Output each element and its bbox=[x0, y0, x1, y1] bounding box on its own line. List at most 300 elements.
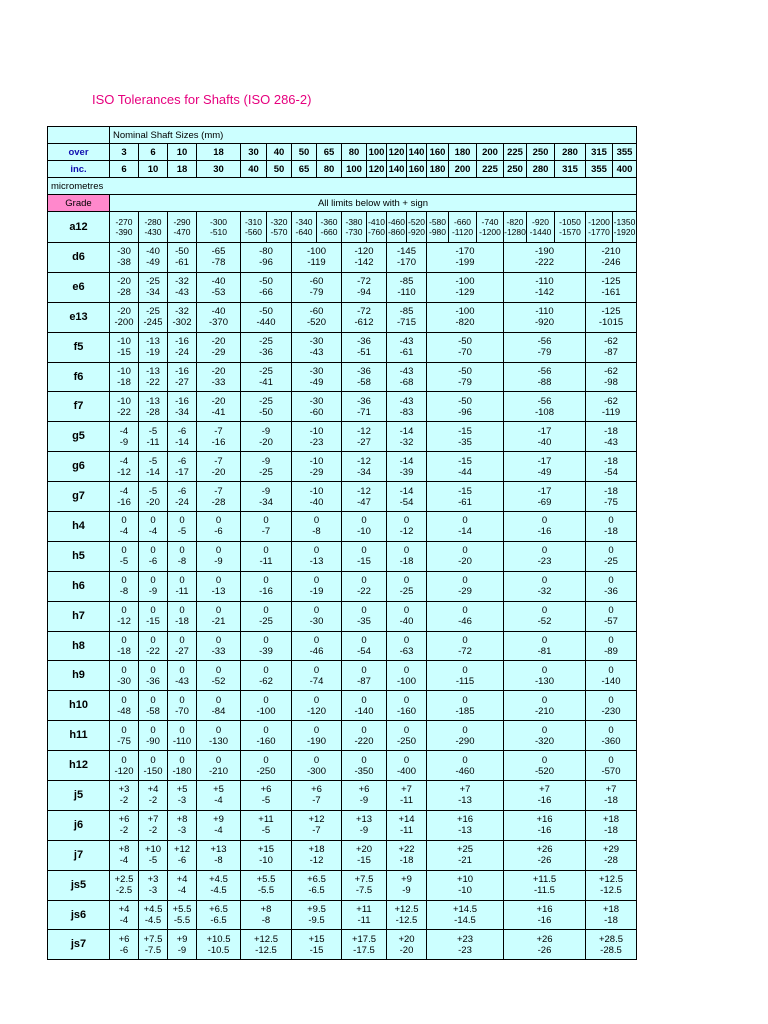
upper-limit: -6 bbox=[177, 455, 187, 467]
upper-limit: 0 bbox=[150, 545, 156, 557]
upper-limit: -100 bbox=[455, 306, 475, 318]
upper-limit: -410 bbox=[367, 217, 385, 227]
upper-limit: 0 bbox=[150, 515, 156, 527]
tolerance-cell bbox=[197, 362, 241, 392]
tolerance-cell bbox=[427, 840, 504, 870]
upper-limit: -13 bbox=[146, 395, 160, 407]
upper-limit: +7 bbox=[147, 814, 159, 826]
lower-limit: -5 bbox=[119, 556, 129, 568]
lower-limit: -320 bbox=[534, 735, 554, 747]
table-row bbox=[48, 900, 637, 930]
tolerance-cell bbox=[504, 721, 586, 751]
lower-limit: -49 bbox=[537, 466, 552, 478]
tolerance-cell bbox=[241, 422, 292, 452]
upper-limit: -17 bbox=[537, 455, 552, 467]
upper-limit: +8 bbox=[176, 814, 188, 826]
tolerance-cell bbox=[197, 571, 241, 601]
tolerance-cell bbox=[613, 212, 637, 243]
tolerance-cell bbox=[504, 870, 586, 900]
upper-limit: 0 bbox=[215, 515, 222, 527]
tolerance-cell bbox=[342, 571, 387, 601]
lower-limit: -190 bbox=[306, 735, 326, 747]
upper-limit: +7 bbox=[605, 784, 617, 796]
upper-limit: 0 bbox=[150, 694, 156, 706]
lower-limit: -19 bbox=[309, 586, 324, 598]
upper-limit: -100 bbox=[306, 246, 326, 258]
upper-limit: +16 bbox=[536, 904, 553, 916]
lower-limit: -290 bbox=[455, 735, 475, 747]
upper-limit: -4 bbox=[119, 455, 129, 467]
upper-limit: +8 bbox=[118, 844, 130, 856]
upper-limit: 0 bbox=[541, 664, 548, 676]
upper-limit: -340 bbox=[295, 217, 313, 227]
lower-limit: -11 bbox=[146, 436, 160, 448]
upper-limit: 0 bbox=[361, 664, 367, 676]
upper-limit: -56 bbox=[537, 395, 552, 407]
tolerance-cell bbox=[387, 601, 427, 631]
lower-limit: -57 bbox=[604, 616, 618, 628]
upper-limit: 0 bbox=[541, 635, 548, 647]
lower-limit: -35 bbox=[458, 436, 472, 448]
table-row bbox=[48, 840, 637, 870]
lower-limit: -570 bbox=[601, 765, 621, 777]
inc-size: 355 bbox=[586, 161, 613, 178]
upper-limit: +5 bbox=[213, 784, 224, 796]
lower-limit: -5 bbox=[177, 526, 187, 538]
tolerance-cell bbox=[342, 781, 387, 811]
upper-limit: -15 bbox=[458, 425, 472, 437]
lower-limit: -7 bbox=[312, 795, 321, 807]
upper-limit: -520 bbox=[407, 217, 425, 227]
tolerance-cell bbox=[586, 422, 637, 452]
tolerance-cell bbox=[342, 243, 387, 273]
lower-limit: -4.5 bbox=[144, 915, 162, 927]
lower-limit: -41 bbox=[259, 377, 273, 388]
lower-limit: -20 bbox=[458, 556, 472, 568]
upper-limit: -6 bbox=[177, 425, 187, 437]
lower-limit: -199 bbox=[455, 257, 475, 269]
tolerance-cell bbox=[387, 930, 427, 960]
lower-limit: -7 bbox=[261, 526, 271, 538]
upper-limit: 0 bbox=[462, 635, 468, 647]
upper-limit: 0 bbox=[121, 694, 127, 706]
tolerance-cell bbox=[292, 243, 342, 273]
upper-limit: -30 bbox=[309, 395, 324, 407]
tolerance-cell bbox=[139, 272, 168, 302]
upper-limit: -9 bbox=[261, 485, 271, 497]
lower-limit: -6 bbox=[119, 944, 129, 956]
lower-limit: -1440 bbox=[529, 227, 552, 237]
tolerance-cell bbox=[139, 243, 168, 273]
inc-size: 225 bbox=[477, 161, 504, 178]
upper-limit: -15 bbox=[458, 455, 472, 467]
lower-limit: -29 bbox=[309, 466, 324, 478]
lower-limit: -49 bbox=[309, 377, 324, 388]
lower-limit: -46 bbox=[309, 646, 324, 658]
lower-limit: -40 bbox=[537, 436, 552, 448]
tolerance-cell bbox=[197, 721, 241, 751]
lower-limit: -25 bbox=[604, 556, 618, 568]
upper-limit: +5.5 bbox=[172, 904, 192, 916]
lower-limit: -12.5 bbox=[600, 885, 622, 897]
upper-limit: -32 bbox=[175, 276, 189, 288]
tolerance-cell bbox=[241, 243, 292, 273]
tolerance-cell bbox=[241, 571, 292, 601]
tolerance-cell bbox=[241, 631, 292, 661]
upper-limit: -85 bbox=[399, 276, 414, 288]
tolerance-cell bbox=[387, 452, 427, 482]
tolerance-cell bbox=[586, 631, 637, 661]
upper-limit: 0 bbox=[608, 575, 614, 587]
lower-limit: -41 bbox=[211, 406, 226, 418]
tolerance-cell bbox=[110, 900, 139, 930]
tolerance-cell bbox=[477, 212, 504, 243]
upper-limit: 0 bbox=[608, 664, 614, 676]
lower-limit: -14 bbox=[146, 466, 160, 478]
lower-limit: -161 bbox=[601, 287, 621, 299]
tolerance-cell bbox=[427, 272, 504, 302]
page-title: ISO Tolerances for Shafts (ISO 286-2) bbox=[92, 92, 312, 107]
lower-limit: -470 bbox=[173, 227, 191, 237]
lower-limit: -110 bbox=[172, 735, 192, 747]
lower-limit: -47 bbox=[357, 496, 371, 508]
lower-limit: -15 bbox=[146, 616, 160, 628]
upper-limit: 0 bbox=[541, 545, 548, 557]
lower-limit: -81 bbox=[537, 646, 552, 658]
table-row bbox=[48, 212, 637, 243]
upper-limit: 0 bbox=[462, 515, 468, 527]
lower-limit: -12 bbox=[117, 466, 131, 478]
grade-label: js6 bbox=[48, 900, 110, 930]
tolerance-cell bbox=[168, 840, 197, 870]
upper-limit: -580 bbox=[428, 217, 446, 227]
tolerance-cell bbox=[197, 930, 241, 960]
lower-limit: -29 bbox=[211, 347, 226, 359]
over-size: 10 bbox=[168, 144, 197, 161]
tolerance-cell bbox=[427, 392, 504, 422]
upper-limit: +13 bbox=[210, 844, 227, 856]
upper-limit: 0 bbox=[462, 754, 468, 766]
upper-limit: 0 bbox=[462, 575, 468, 587]
over-size: 280 bbox=[555, 144, 586, 161]
tolerance-cell bbox=[168, 571, 197, 601]
lower-limit: -17.5 bbox=[353, 944, 375, 956]
tolerance-cell bbox=[504, 452, 586, 482]
tolerance-cell bbox=[342, 721, 387, 751]
lower-limit: -4 bbox=[214, 825, 223, 837]
grade-label: e13 bbox=[48, 302, 110, 332]
grade-label: h4 bbox=[48, 512, 110, 542]
lower-limit: -26 bbox=[537, 944, 552, 956]
upper-limit: 0 bbox=[263, 694, 269, 706]
upper-limit: -210 bbox=[601, 246, 621, 258]
lower-limit: -94 bbox=[357, 287, 371, 299]
lower-limit: -16 bbox=[211, 436, 226, 448]
tolerance-cell bbox=[197, 810, 241, 840]
lower-limit: -19 bbox=[146, 347, 160, 359]
upper-limit: -660 bbox=[453, 217, 471, 227]
tolerance-cell bbox=[139, 810, 168, 840]
tolerance-cell bbox=[292, 332, 342, 362]
inc-size: 40 bbox=[241, 161, 267, 178]
lower-limit: -22 bbox=[146, 646, 160, 658]
tolerance-cell bbox=[504, 900, 586, 930]
tolerance-cell bbox=[427, 870, 504, 900]
tolerance-cell bbox=[139, 781, 168, 811]
tolerance-cell bbox=[292, 541, 342, 571]
tolerance-cell bbox=[504, 691, 586, 721]
lower-limit: -58 bbox=[357, 377, 371, 388]
lower-limit: -120 bbox=[114, 765, 134, 777]
tolerance-cell bbox=[387, 721, 427, 751]
tolerance-cell bbox=[586, 571, 637, 601]
lower-limit: -24 bbox=[175, 496, 189, 508]
grade-label: a12 bbox=[48, 212, 110, 243]
tolerance-cell bbox=[267, 212, 292, 243]
upper-limit: +11.5 bbox=[532, 874, 557, 886]
lower-limit: -27 bbox=[357, 436, 371, 448]
tolerance-cell bbox=[168, 482, 197, 512]
inc-size: 140 bbox=[387, 161, 407, 178]
upper-limit: -25 bbox=[259, 366, 273, 377]
tolerance-cell bbox=[241, 272, 292, 302]
inc-size: 65 bbox=[292, 161, 317, 178]
inc-size: 50 bbox=[267, 161, 292, 178]
lower-limit: -8 bbox=[177, 556, 187, 568]
tolerance-cell bbox=[197, 870, 241, 900]
upper-limit: 0 bbox=[179, 724, 185, 736]
upper-limit: +13 bbox=[355, 814, 373, 826]
lower-limit: -28.5 bbox=[600, 944, 622, 956]
table-row bbox=[48, 601, 637, 631]
upper-limit: 0 bbox=[150, 664, 156, 676]
upper-limit: 0 bbox=[150, 575, 156, 587]
tolerance-cell bbox=[110, 362, 139, 392]
tolerance-cell bbox=[407, 212, 427, 243]
lower-limit: -210 bbox=[534, 705, 554, 717]
lower-limit: -33 bbox=[211, 377, 226, 388]
lower-limit: -16 bbox=[259, 586, 273, 598]
lower-limit: -100 bbox=[396, 675, 416, 687]
upper-limit: 0 bbox=[403, 515, 410, 527]
upper-limit: -20 bbox=[117, 276, 131, 288]
lower-limit: -9 bbox=[119, 436, 129, 448]
lower-limit: -70 bbox=[175, 705, 189, 717]
upper-limit: 0 bbox=[215, 664, 222, 676]
tolerance-cell bbox=[139, 452, 168, 482]
tolerance-cell bbox=[241, 392, 292, 422]
tolerance-cell bbox=[292, 900, 342, 930]
lower-limit: -302 bbox=[172, 317, 192, 329]
inc-size: 80 bbox=[317, 161, 342, 178]
upper-limit: +12.5 bbox=[253, 933, 279, 945]
lower-limit: -119 bbox=[601, 406, 621, 418]
inc-size: 400 bbox=[613, 161, 637, 178]
lower-limit: -8 bbox=[312, 526, 321, 538]
tolerance-cell bbox=[427, 810, 504, 840]
unit-label: micrometres bbox=[48, 178, 637, 195]
lower-limit: -7 bbox=[312, 825, 321, 837]
upper-limit: -50 bbox=[259, 276, 273, 288]
upper-limit: 0 bbox=[215, 694, 222, 706]
tolerance-cell bbox=[241, 721, 292, 751]
tolerance-cell bbox=[110, 870, 139, 900]
tolerance-cell bbox=[387, 272, 427, 302]
over-size: 180 bbox=[449, 144, 477, 161]
lower-limit: -38 bbox=[117, 257, 131, 269]
tolerance-cell bbox=[387, 302, 427, 332]
lower-limit: -28 bbox=[211, 496, 226, 508]
tolerance-cell bbox=[168, 422, 197, 452]
tolerance-cell bbox=[110, 601, 139, 631]
over-label: over bbox=[48, 144, 110, 161]
upper-limit: -32 bbox=[175, 306, 189, 318]
upper-limit: +26 bbox=[536, 844, 553, 856]
upper-limit: -36 bbox=[357, 366, 371, 377]
upper-limit: -43 bbox=[399, 336, 414, 348]
lower-limit: -51 bbox=[357, 347, 371, 359]
lower-limit: -7.5 bbox=[144, 944, 162, 956]
grade-label: h7 bbox=[48, 601, 110, 631]
grade-label: js5 bbox=[48, 870, 110, 900]
lower-limit: -32 bbox=[399, 436, 414, 448]
upper-limit: 0 bbox=[361, 635, 367, 647]
tolerance-cell bbox=[110, 810, 139, 840]
lower-limit: -7.5 bbox=[355, 885, 373, 897]
inc-size: 160 bbox=[407, 161, 427, 178]
upper-limit: +3 bbox=[118, 784, 130, 796]
upper-limit: 0 bbox=[179, 575, 185, 587]
tolerance-cell bbox=[427, 243, 504, 273]
lower-limit: -60 bbox=[309, 406, 324, 418]
lower-limit: -16 bbox=[537, 795, 552, 807]
upper-limit: 0 bbox=[121, 724, 127, 736]
upper-limit: -16 bbox=[175, 366, 189, 377]
lower-limit: -43 bbox=[309, 347, 324, 359]
lower-limit: -4 bbox=[119, 915, 129, 927]
tolerance-cell bbox=[342, 212, 367, 243]
tolerance-cell bbox=[586, 272, 637, 302]
grade-label: h8 bbox=[48, 631, 110, 661]
upper-limit: 0 bbox=[215, 754, 222, 766]
inc-size: 280 bbox=[527, 161, 555, 178]
over-size: 3 bbox=[110, 144, 139, 161]
lower-limit: -200 bbox=[114, 317, 134, 329]
upper-limit: -10 bbox=[309, 485, 324, 497]
upper-limit: -30 bbox=[309, 366, 324, 377]
lower-limit: -6 bbox=[177, 855, 187, 867]
inc-size: 200 bbox=[449, 161, 477, 178]
tolerance-cell bbox=[110, 840, 139, 870]
upper-limit: -270 bbox=[115, 217, 133, 227]
upper-limit: -7 bbox=[214, 455, 223, 467]
lower-limit: -4 bbox=[148, 526, 158, 538]
upper-limit: -50 bbox=[458, 336, 472, 348]
lower-limit: -61 bbox=[175, 257, 189, 269]
tolerance-cell bbox=[367, 212, 387, 243]
table-row bbox=[48, 392, 637, 422]
lower-limit: -30 bbox=[117, 675, 131, 687]
table-row bbox=[48, 482, 637, 512]
tolerance-cell bbox=[110, 332, 139, 362]
tolerance-cell bbox=[241, 212, 267, 243]
upper-limit: 0 bbox=[608, 694, 614, 706]
upper-limit: -36 bbox=[357, 336, 371, 348]
upper-limit: 0 bbox=[361, 724, 367, 736]
tolerance-cell bbox=[292, 691, 342, 721]
lower-limit: -13 bbox=[458, 795, 472, 807]
lower-limit: -14 bbox=[458, 526, 472, 538]
upper-limit: +15 bbox=[257, 844, 275, 856]
lower-limit: -66 bbox=[259, 287, 273, 299]
upper-limit: -190 bbox=[534, 246, 554, 258]
lower-limit: -21 bbox=[211, 616, 226, 628]
tolerance-cell bbox=[110, 930, 139, 960]
tolerance-cell bbox=[504, 302, 586, 332]
lower-limit: -40 bbox=[309, 496, 324, 508]
tolerance-cell bbox=[586, 452, 637, 482]
lower-limit: -520 bbox=[534, 765, 554, 777]
tolerance-cell bbox=[241, 362, 292, 392]
upper-limit: +11 bbox=[258, 814, 274, 826]
lower-limit: -54 bbox=[604, 466, 618, 478]
tolerance-cell bbox=[241, 332, 292, 362]
lower-limit: -78 bbox=[211, 257, 226, 269]
tolerance-cell bbox=[139, 362, 168, 392]
tolerance-cell bbox=[387, 781, 427, 811]
tolerance-cell bbox=[139, 212, 168, 243]
upper-limit: -10 bbox=[117, 366, 131, 377]
tolerance-cell bbox=[504, 810, 586, 840]
lower-limit: -130 bbox=[208, 735, 228, 747]
lower-limit: -230 bbox=[601, 705, 621, 717]
lower-limit: -34 bbox=[259, 496, 273, 508]
tolerance-cell bbox=[168, 243, 197, 273]
upper-limit: -740 bbox=[481, 217, 499, 227]
lower-limit: -18 bbox=[604, 526, 618, 538]
upper-limit: +6 bbox=[358, 784, 370, 796]
upper-limit: -72 bbox=[357, 306, 371, 318]
upper-limit: 0 bbox=[313, 664, 320, 676]
tolerance-cell bbox=[387, 900, 427, 930]
upper-limit: -14 bbox=[399, 485, 414, 497]
upper-limit: +22 bbox=[398, 844, 415, 856]
upper-limit: 0 bbox=[608, 635, 614, 647]
lower-limit: -11 bbox=[175, 586, 189, 598]
grade-label: g7 bbox=[48, 482, 110, 512]
upper-limit: 0 bbox=[313, 605, 320, 617]
tolerance-cell bbox=[168, 721, 197, 751]
tolerance-cell bbox=[168, 212, 197, 243]
tolerance-cell bbox=[197, 781, 241, 811]
lower-limit: -74 bbox=[309, 675, 324, 687]
upper-limit: +7 bbox=[459, 784, 471, 796]
upper-limit: 0 bbox=[403, 724, 410, 736]
grade-label: h9 bbox=[48, 661, 110, 691]
tolerance-cell bbox=[586, 332, 637, 362]
upper-limit: -10 bbox=[309, 425, 324, 437]
upper-limit: +10 bbox=[144, 844, 162, 856]
tolerance-cell bbox=[427, 452, 504, 482]
upper-limit: +4.5 bbox=[209, 874, 228, 886]
tolerance-cell bbox=[139, 661, 168, 691]
table-row bbox=[48, 721, 637, 751]
tolerance-cell bbox=[241, 452, 292, 482]
lower-limit: -180 bbox=[172, 765, 192, 777]
tolerance-cell bbox=[504, 541, 586, 571]
table-row bbox=[48, 272, 637, 302]
lower-limit: -22 bbox=[357, 586, 371, 598]
